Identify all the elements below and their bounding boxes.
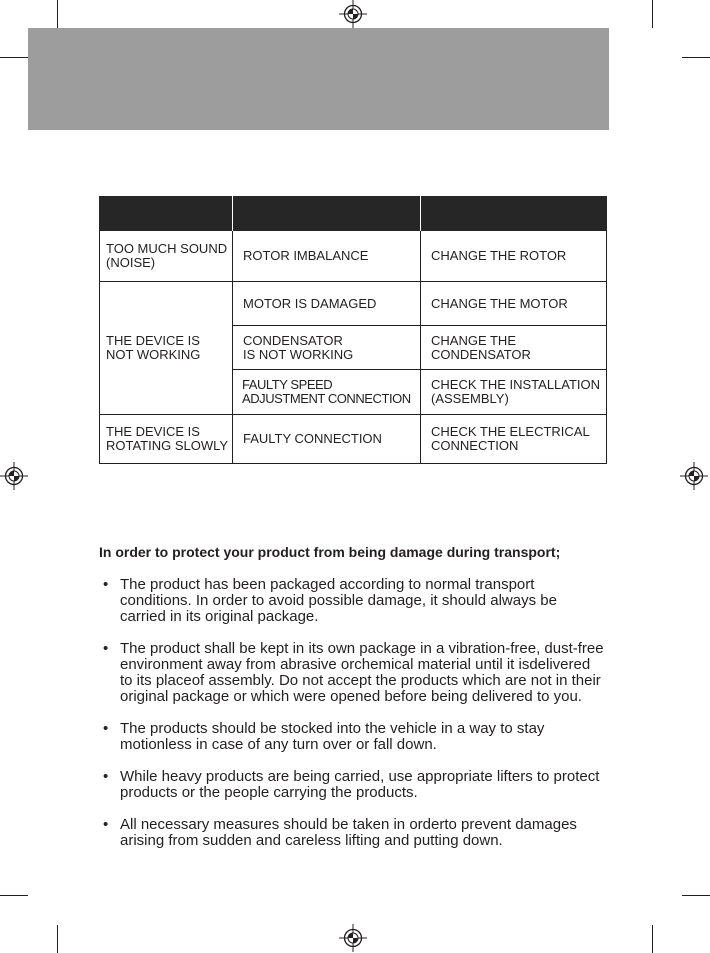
table-cell-cause: ROTOR IMBALANCE [233,231,421,282]
table-cell-cause: MOTOR IS DAMAGED [233,282,421,326]
table-cell-solution: CHECK THE ELECTRICAL CONNECTION [421,415,607,464]
list-item-text: All necessary measures should be taken in orderto prevent damages arising from sudden and careless lifting and putting down. [120,816,577,849]
registration-mark-icon [339,0,367,28]
crop-mark [57,925,58,953]
crop-mark [0,895,28,896]
bullet-symbol: • [103,576,109,593]
list-item-text: The product has been packaged according to normal transport conditions. In order to avoid possible damage, it should always be carried in its original package. [120,576,557,625]
crop-mark [652,925,653,953]
troubleshooting-table [99,196,607,464]
list-item-text: While heavy products are being carried, use appropriate lifters to protect products or the people carrying the products. [120,768,600,801]
table-header-cell [233,196,421,231]
table-cell-solution: CHANGE THE CONDENSATOR [421,326,607,370]
bullet-symbol: • [103,768,109,785]
header-banner [28,28,609,130]
bullet-symbol: • [103,720,109,737]
list-item [103,576,604,625]
list-item [103,640,604,705]
registration-mark-icon [0,462,28,490]
list-item-text: The products should be stocked into the vehicle in a way to stay motionless in case of any turn over or fall down. [120,720,545,753]
table-cell-cause: CONDENSATOR IS NOT WORKING [233,326,421,370]
table-cell-cause: FAULTY CONNECTION [233,415,421,464]
list-item [103,720,604,753]
registration-mark-icon [680,462,708,490]
list-item [103,768,604,801]
bullet-symbol: • [103,816,109,833]
crop-mark [0,57,28,58]
table-header-cell [99,196,233,231]
crop-mark [682,57,710,58]
table-header-cell [421,196,607,231]
crop-mark [682,895,710,896]
table-cell-problem: THE DEVICE IS ROTATING SLOWLY [99,415,233,464]
crop-mark [57,0,58,28]
table-cell-cause: FAULTY SPEED ADJUSTMENT CONNECTION [233,370,421,415]
registration-mark-icon [339,924,367,952]
table-cell-solution: CHANGE THE MOTOR [421,282,607,326]
transport-instructions-list [103,576,604,865]
table-cell-problem: TOO MUCH SOUND (NOISE) [99,231,233,282]
table-cell-solution: CHECK THE INSTALLATION (ASSEMBLY) [421,370,607,415]
crop-mark [652,0,653,28]
table-cell-solution: CHANGE THE ROTOR [421,231,607,282]
bullet-symbol: • [103,640,109,657]
table-cell-problem: THE DEVICE IS NOT WORKING [99,282,233,415]
section-heading: In order to protect your product from being damage during transport; [99,544,561,560]
list-item-text: The product shall be kept in its own package in a vibration-free, dust-free environment away from abrasive orchemical material until it isdelivered to its placeof assembly. Do not accept the products which are not in their original package or which were opened before being delivered to you. [120,640,604,705]
list-item [103,816,604,849]
